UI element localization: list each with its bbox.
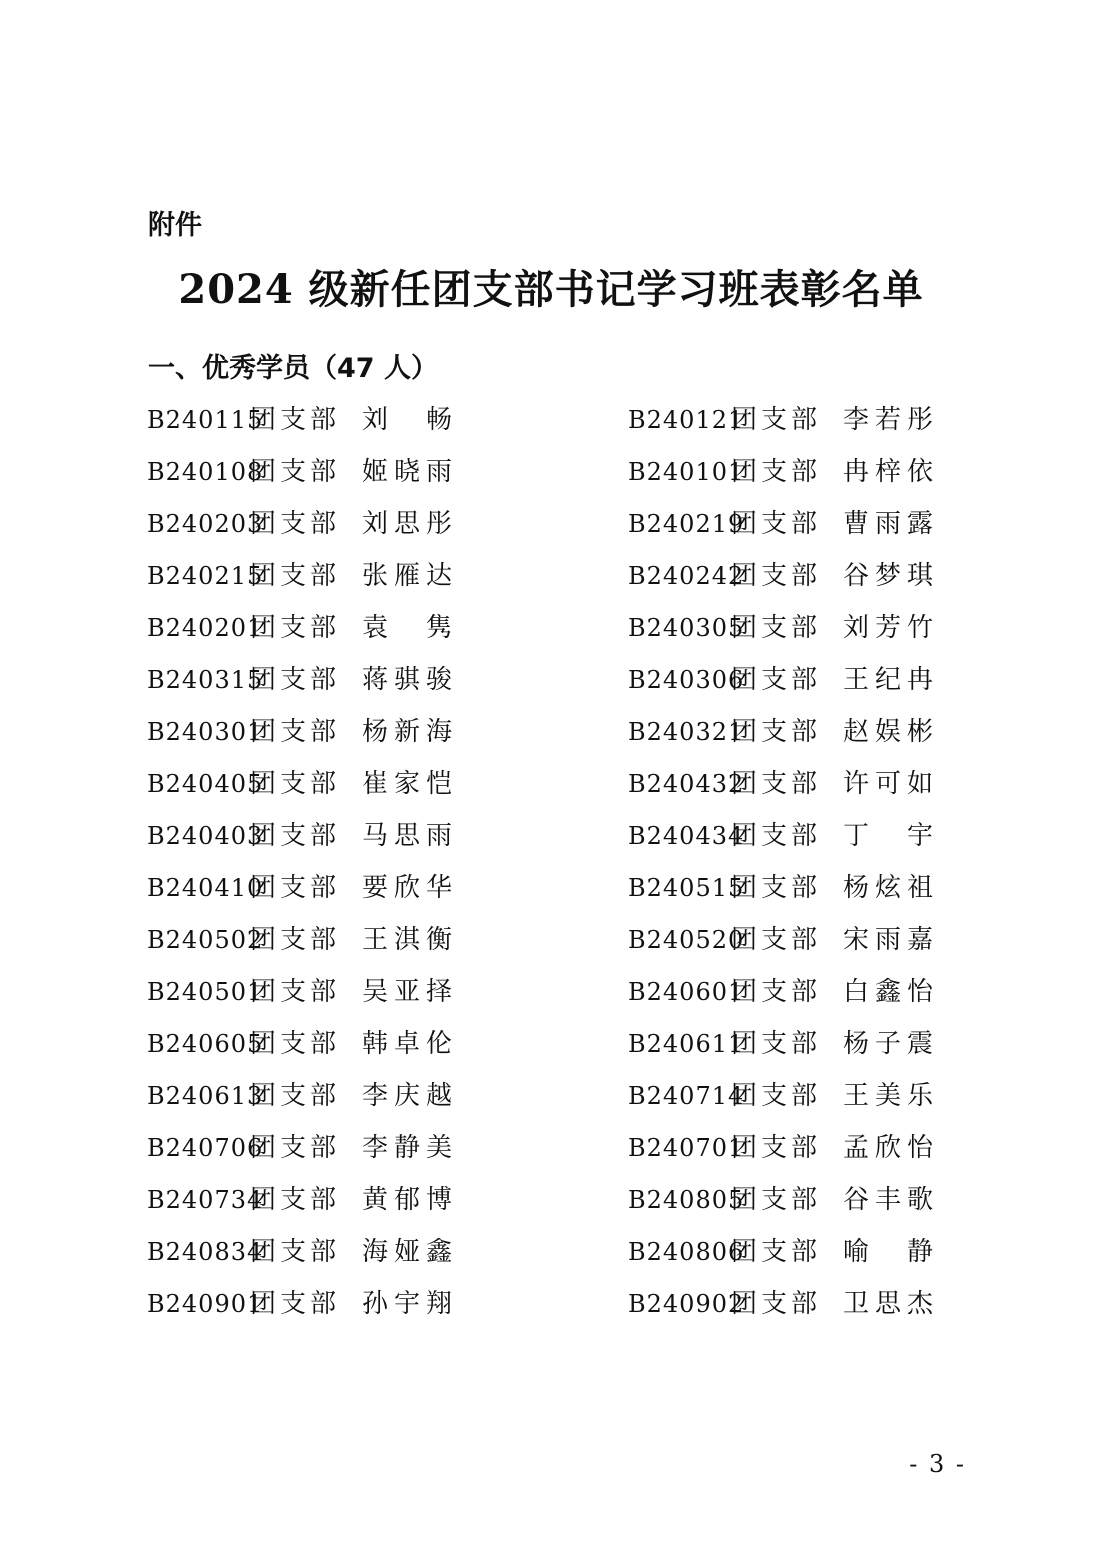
- honoree-entry-right: [628, 1122, 933, 1174]
- honoree-entry-right: [628, 758, 933, 810]
- branch-label: 团支部: [731, 613, 822, 643]
- roster-row: [0, 498, 1102, 550]
- honoree-name: 王淇衡: [362, 925, 452, 955]
- honoree-entry-right: [628, 446, 933, 498]
- branch-label: 团支部: [731, 873, 822, 903]
- honoree-name: 赵娱彬: [843, 717, 933, 747]
- honoree-entry-right: [628, 394, 933, 446]
- honoree-entry-left: [147, 602, 452, 654]
- branch-label: 团支部: [731, 1081, 822, 1111]
- roster-row: [0, 706, 1102, 758]
- branch-label: 团支部: [250, 1289, 341, 1319]
- honoree-entry-right: [628, 862, 933, 914]
- branch-label: 团支部: [250, 925, 341, 955]
- branch-code: B240305: [628, 614, 745, 642]
- roster-row: [0, 862, 1102, 914]
- branch-code: B240520: [628, 926, 745, 954]
- branch-code: B240806: [628, 1238, 745, 1266]
- honoree-entry-left: [147, 550, 452, 602]
- roster-row: [0, 602, 1102, 654]
- branch-label: 团支部: [250, 561, 341, 591]
- honoree-name: 马思雨: [362, 821, 452, 851]
- honoree-entry-left: [147, 1226, 452, 1278]
- honoree-name: 李静美: [362, 1133, 452, 1163]
- honoree-entry-left: [147, 1122, 452, 1174]
- branch-label: 团支部: [731, 509, 822, 539]
- honoree-entry-left: [147, 810, 452, 862]
- branch-code: B240306: [628, 666, 745, 694]
- attachment-label: 附件: [148, 210, 202, 241]
- roster-row: [0, 446, 1102, 498]
- honoree-name: 刘思彤: [362, 509, 452, 539]
- honoree-name: 袁 隽: [362, 613, 452, 643]
- roster-row: [0, 1278, 1102, 1330]
- honoree-name: 李庆越: [362, 1081, 452, 1111]
- honoree-entry-right: [628, 966, 933, 1018]
- branch-label: 团支部: [731, 457, 822, 487]
- roster-row: [0, 550, 1102, 602]
- branch-label: 团支部: [731, 1185, 822, 1215]
- branch-label: 团支部: [731, 821, 822, 851]
- honoree-entry-right: [628, 1226, 933, 1278]
- honoree-name: 吴亚择: [362, 977, 452, 1007]
- branch-code: B240410: [147, 874, 264, 902]
- honoree-entry-right: [628, 810, 933, 862]
- branch-label: 团支部: [731, 769, 822, 799]
- honoree-entry-left: [147, 758, 452, 810]
- branch-label: 团支部: [731, 1133, 822, 1163]
- roster-row: [0, 1018, 1102, 1070]
- section-heading: 一、优秀学员（47 人）: [148, 353, 438, 384]
- honoree-entry-left: [147, 446, 452, 498]
- branch-code: B240611: [628, 1030, 745, 1058]
- branch-label: 团支部: [250, 1237, 341, 1267]
- branch-label: 团支部: [250, 821, 341, 851]
- branch-code: B240219: [628, 510, 745, 538]
- branch-code: B240502: [147, 926, 264, 954]
- honoree-entry-left: [147, 862, 452, 914]
- branch-code: B240901: [147, 1290, 264, 1318]
- honoree-name: 杨炫祖: [843, 873, 933, 903]
- roster-row: [0, 810, 1102, 862]
- branch-label: 团支部: [731, 1237, 822, 1267]
- honoree-entry-right: [628, 550, 933, 602]
- branch-label: 团支部: [731, 665, 822, 695]
- roster-row: [0, 758, 1102, 810]
- branch-label: 团支部: [250, 405, 341, 435]
- honoree-roster: [0, 394, 1102, 1330]
- honoree-entry-right: [628, 1174, 933, 1226]
- branch-code: B240203: [147, 510, 264, 538]
- honoree-entry-left: [147, 654, 452, 706]
- branch-code: B240121: [628, 406, 745, 434]
- honoree-name: 丁 宇: [843, 821, 933, 851]
- branch-code: B240501: [147, 978, 264, 1006]
- roster-row: [0, 1174, 1102, 1226]
- honoree-name: 刘 畅: [362, 405, 452, 435]
- honoree-name: 孟欣怡: [843, 1133, 933, 1163]
- branch-code: B240403: [147, 822, 264, 850]
- branch-label: 团支部: [250, 665, 341, 695]
- document-title: 2024 级新任团支部书记学习班表彰名单: [178, 266, 924, 313]
- honoree-entry-right: [628, 654, 933, 706]
- honoree-name: 谷梦琪: [843, 561, 933, 591]
- honoree-entry-left: [147, 914, 452, 966]
- branch-code: B240315: [147, 666, 264, 694]
- branch-label: 团支部: [250, 1185, 341, 1215]
- honoree-name: 孙宇翔: [362, 1289, 452, 1319]
- branch-code: B240701: [628, 1134, 745, 1162]
- branch-code: B240834: [147, 1238, 264, 1266]
- branch-code: B240605: [147, 1030, 264, 1058]
- honoree-name: 王纪冉: [843, 665, 933, 695]
- honoree-name: 冉梓依: [843, 457, 933, 487]
- branch-label: 团支部: [250, 769, 341, 799]
- honoree-entry-left: [147, 706, 452, 758]
- honoree-entry-right: [628, 1070, 933, 1122]
- roster-row: [0, 1226, 1102, 1278]
- roster-row: [0, 1122, 1102, 1174]
- honoree-name: 海娅鑫: [362, 1237, 452, 1267]
- branch-label: 团支部: [731, 717, 822, 747]
- honoree-name: 要欣华: [362, 873, 452, 903]
- branch-code: B240242: [628, 562, 745, 590]
- branch-code: B240115: [147, 406, 264, 434]
- honoree-entry-left: [147, 498, 452, 550]
- branch-code: B240301: [147, 718, 264, 746]
- branch-code: B240902: [628, 1290, 745, 1318]
- honoree-name: 许可如: [843, 769, 933, 799]
- branch-label: 团支部: [731, 1289, 822, 1319]
- honoree-entry-right: [628, 602, 933, 654]
- roster-row: [0, 914, 1102, 966]
- honoree-name: 王美乐: [843, 1081, 933, 1111]
- branch-code: B240434: [628, 822, 745, 850]
- branch-label: 团支部: [250, 1081, 341, 1111]
- branch-label: 团支部: [731, 561, 822, 591]
- branch-code: B240321: [628, 718, 745, 746]
- honoree-entry-left: [147, 1278, 452, 1330]
- honoree-name: 白鑫怡: [843, 977, 933, 1007]
- honoree-entry-left: [147, 1070, 452, 1122]
- branch-label: 团支部: [250, 1133, 341, 1163]
- branch-label: 团支部: [250, 509, 341, 539]
- honoree-name: 谷丰歌: [843, 1185, 933, 1215]
- branch-code: B240515: [628, 874, 745, 902]
- roster-row: [0, 654, 1102, 706]
- branch-code: B240706: [147, 1134, 264, 1162]
- honoree-name: 曹雨露: [843, 509, 933, 539]
- roster-row: [0, 966, 1102, 1018]
- page-number: - 3 -: [909, 1450, 966, 1478]
- honoree-name: 杨新海: [362, 717, 452, 747]
- honoree-entry-right: [628, 706, 933, 758]
- branch-label: 团支部: [731, 405, 822, 435]
- branch-code: B240432: [628, 770, 745, 798]
- honoree-entry-right: [628, 914, 933, 966]
- branch-label: 团支部: [250, 873, 341, 903]
- honoree-name: 刘芳竹: [843, 613, 933, 643]
- branch-label: 团支部: [250, 613, 341, 643]
- branch-label: 团支部: [250, 1029, 341, 1059]
- branch-code: B240601: [628, 978, 745, 1006]
- branch-label: 团支部: [731, 977, 822, 1007]
- honoree-name: 蒋骐骏: [362, 665, 452, 695]
- honoree-entry-left: [147, 1018, 452, 1070]
- branch-code: B240108: [147, 458, 264, 486]
- honoree-entry-left: [147, 1174, 452, 1226]
- branch-code: B240405: [147, 770, 264, 798]
- branch-label: 团支部: [731, 925, 822, 955]
- branch-label: 团支部: [250, 977, 341, 1007]
- branch-label: 团支部: [250, 717, 341, 747]
- honoree-name: 喻 静: [843, 1237, 933, 1267]
- roster-row: [0, 394, 1102, 446]
- honoree-entry-left: [147, 966, 452, 1018]
- branch-code: B240613: [147, 1082, 264, 1110]
- honoree-entry-right: [628, 498, 933, 550]
- branch-code: B240101: [628, 458, 745, 486]
- branch-code: B240714: [628, 1082, 745, 1110]
- branch-code: B240734: [147, 1186, 264, 1214]
- roster-row: [0, 1070, 1102, 1122]
- honoree-name: 韩卓伦: [362, 1029, 452, 1059]
- honoree-name: 杨子震: [843, 1029, 933, 1059]
- honoree-name: 崔家恺: [362, 769, 452, 799]
- honoree-entry-right: [628, 1278, 933, 1330]
- honoree-name: 黄郁博: [362, 1185, 452, 1215]
- branch-code: B240215: [147, 562, 264, 590]
- branch-label: 团支部: [250, 457, 341, 487]
- honoree-entry-left: [147, 394, 452, 446]
- honoree-name: 姬晓雨: [362, 457, 452, 487]
- honoree-entry-right: [628, 1018, 933, 1070]
- branch-code: B240805: [628, 1186, 745, 1214]
- honoree-name: 卫思杰: [843, 1289, 933, 1319]
- honoree-name: 宋雨嘉: [843, 925, 933, 955]
- branch-code: B240201: [147, 614, 264, 642]
- branch-label: 团支部: [731, 1029, 822, 1059]
- honoree-name: 张雁达: [362, 561, 452, 591]
- honoree-name: 李若彤: [843, 405, 933, 435]
